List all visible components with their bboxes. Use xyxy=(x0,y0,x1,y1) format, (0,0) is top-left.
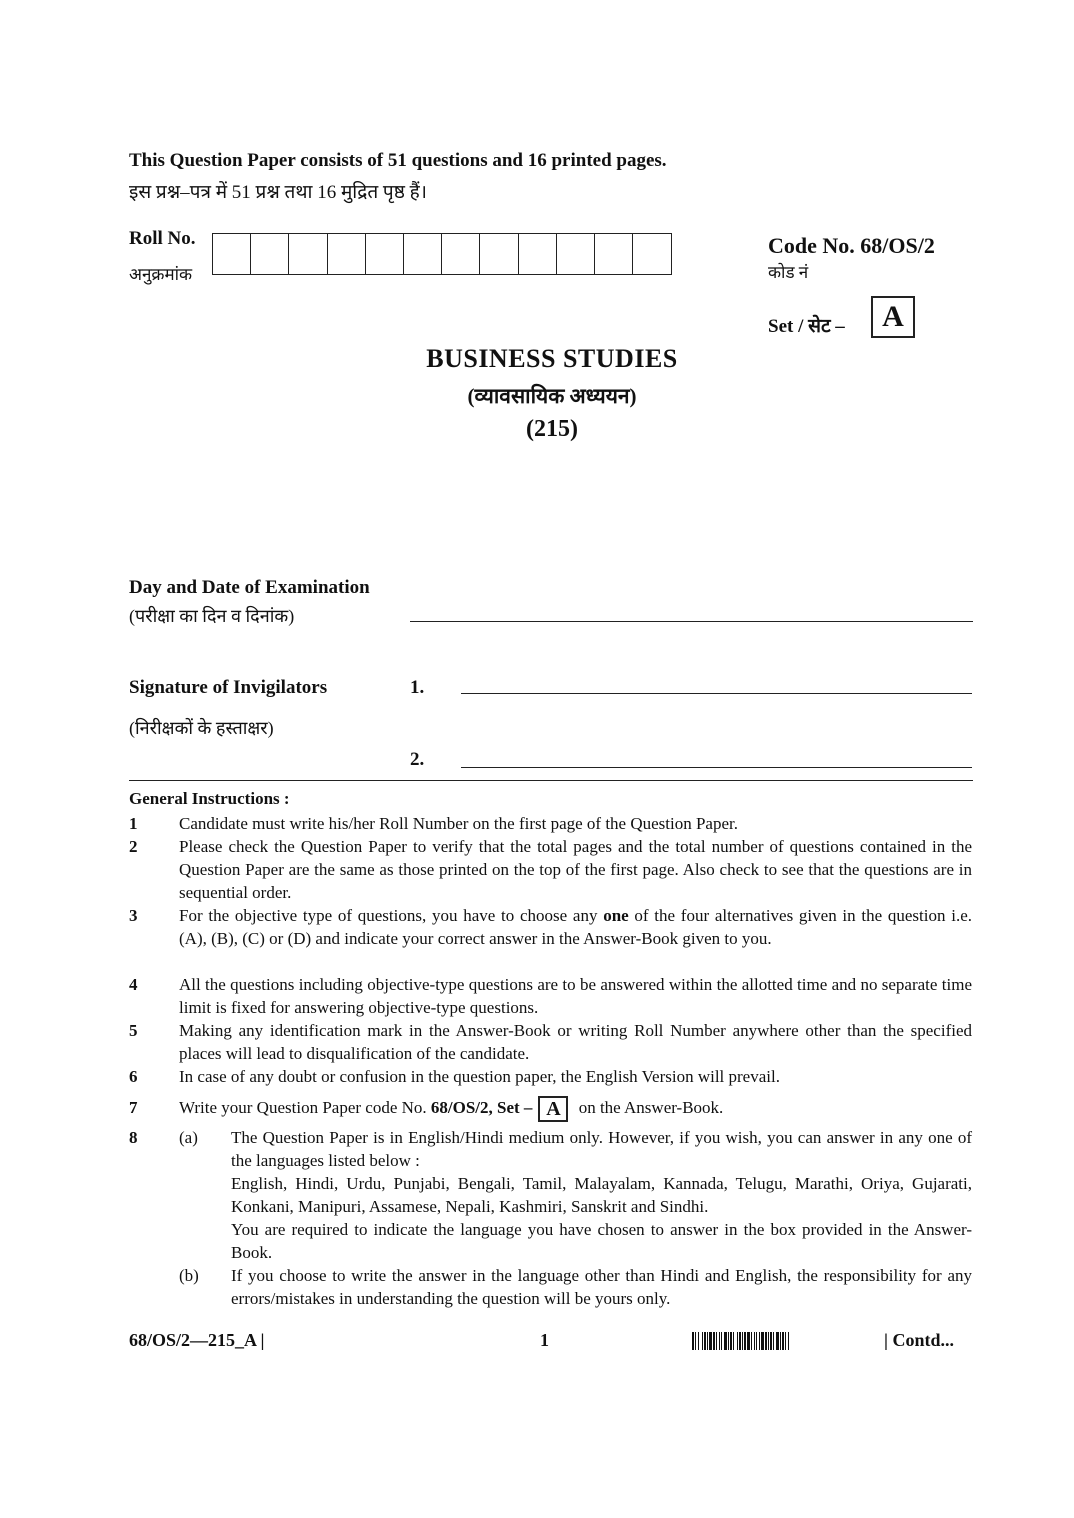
roll-no-label: Roll No. xyxy=(129,228,196,249)
subject-code: (215) xyxy=(526,416,578,442)
roll-number-box[interactable] xyxy=(442,234,480,274)
instruction-item xyxy=(129,1019,972,1065)
instruction-item xyxy=(129,973,972,1019)
instruction-number: 4 xyxy=(129,975,138,994)
instructions-title: General Instructions : xyxy=(129,789,290,808)
invigilator-2-number: 2. xyxy=(410,749,425,770)
exam-date-line[interactable] xyxy=(410,621,973,622)
invigilator-2-signature-line[interactable] xyxy=(461,767,972,768)
roll-number-boxes[interactable] xyxy=(212,233,672,275)
instruction-text: In case of any doubt or confusion in the question paper, the English Version will prevail. xyxy=(179,1067,780,1086)
set-box: A xyxy=(871,296,915,338)
exam-date-label: Day and Date of Examination xyxy=(129,577,370,598)
invigilator-1-number: 1. xyxy=(410,677,425,698)
roll-number-box[interactable] xyxy=(213,234,251,274)
subject-title-hi: (व्यावसायिक अध्ययन) xyxy=(467,384,637,408)
roll-number-box[interactable] xyxy=(595,234,633,274)
subitem-text: If you choose to write the answer in the language other than Hindi and English, the responsibility for any errors/mistakes in understanding the question will be yours only. xyxy=(231,1266,972,1308)
subitem-text: The Question Paper is in English/Hindi medium only. However, if you wish, you can answer in any one of the languages listed below : English, Hindi, Urdu, Punjabi, Bengali, Tamil, Malayalam, Kannada, Telugu, Marathi, Oriya, Gujarati, Konkani, Manipuri, Assamese, Nepali, Kashmiri, Sanskrit and Sindhi. You are required to indicate the language you have chosen to answer in the box provided in the Answer-Book. xyxy=(231,1128,972,1262)
instruction-item xyxy=(129,812,972,835)
instruction-item xyxy=(129,1065,972,1088)
instruction-text: Candidate must write his/her Roll Number on the first page of the Question Paper. xyxy=(179,814,738,833)
paper-summary-en: This Question Paper consists of 51 questions and 16 printed pages. xyxy=(129,150,667,171)
invigilators-label: Signature of Invigilators xyxy=(129,677,328,698)
instruction-number: 6 xyxy=(129,1067,138,1086)
instruction-number: 7 xyxy=(129,1098,138,1117)
set-label: Set / सेट – xyxy=(768,316,845,337)
invigilator-1-signature-line[interactable] xyxy=(461,693,972,694)
instruction-number: 5 xyxy=(129,1021,138,1040)
code-number: Code No. 68/OS/2 xyxy=(768,233,935,258)
roll-no-label-hi: अनुक्रमांक xyxy=(129,265,193,284)
page-number: 1 xyxy=(540,1330,549,1350)
code-number-label-hi: कोड नं xyxy=(768,263,809,282)
instruction-text: Making any identification mark in the Answer-Book or writing Roll Number anywhere other than the specified places will lead to disqualification of the candidate. xyxy=(179,1021,972,1063)
roll-number-box[interactable] xyxy=(480,234,518,274)
exam-date-label-hi: (परीक्षा का दिन व दिनांक) xyxy=(129,606,295,626)
instruction-item xyxy=(129,835,972,904)
footer-contd: | Contd... xyxy=(884,1330,954,1350)
subitem-label: (b) xyxy=(179,1266,199,1285)
set-inline-box: A xyxy=(538,1096,568,1122)
roll-number-box[interactable] xyxy=(289,234,327,274)
roll-number-box[interactable] xyxy=(557,234,595,274)
instruction-text: All the questions including objective-type questions are to be answered within the allotted time and no separate time limit is fixed for answering objective-type questions. xyxy=(179,975,972,1017)
instruction-number: 8 xyxy=(129,1128,138,1147)
instruction-text: Write your Question Paper code No. 68/OS/2, Set – A on the Answer-Book. xyxy=(179,1098,724,1121)
section-divider xyxy=(129,780,973,781)
roll-number-box[interactable] xyxy=(633,234,671,274)
subitem-label: (a) xyxy=(179,1128,198,1147)
instruction-item xyxy=(129,1126,972,1316)
subject-title: BUSINESS STUDIES xyxy=(426,344,678,373)
footer-paper-code: 68/OS/2—215_A | xyxy=(129,1330,265,1350)
roll-number-box[interactable] xyxy=(404,234,442,274)
roll-number-box[interactable] xyxy=(328,234,366,274)
barcode-icon xyxy=(692,1332,872,1350)
instruction-item xyxy=(129,1096,972,1124)
roll-number-box[interactable] xyxy=(251,234,289,274)
instruction-text: Please check the Question Paper to verify that the total pages and the total number of questions contained in the Question Paper are the same as those printed on the top of the first page. Also check to see that the questions are in sequential order. xyxy=(179,837,972,902)
paper-summary-hi: इस प्रश्न–पत्र में 51 प्रश्न तथा 16 मुद्रित पृष्ठ हैं। xyxy=(129,182,427,203)
instruction-number: 3 xyxy=(129,906,138,925)
roll-number-box[interactable] xyxy=(519,234,557,274)
instruction-item xyxy=(129,904,972,973)
roll-number-box[interactable] xyxy=(366,234,404,274)
instruction-number: 2 xyxy=(129,837,138,856)
instruction-text: For the objective type of questions, you have to choose any one of the four alternatives given in the question i.e. (A), (B), (C) or (D) and indicate your correct answer in the Answer-Book given to you. xyxy=(179,906,972,948)
instruction-number: 1 xyxy=(129,814,138,833)
invigilators-label-hi: (निरीक्षकों के हस्ताक्षर) xyxy=(129,718,274,738)
